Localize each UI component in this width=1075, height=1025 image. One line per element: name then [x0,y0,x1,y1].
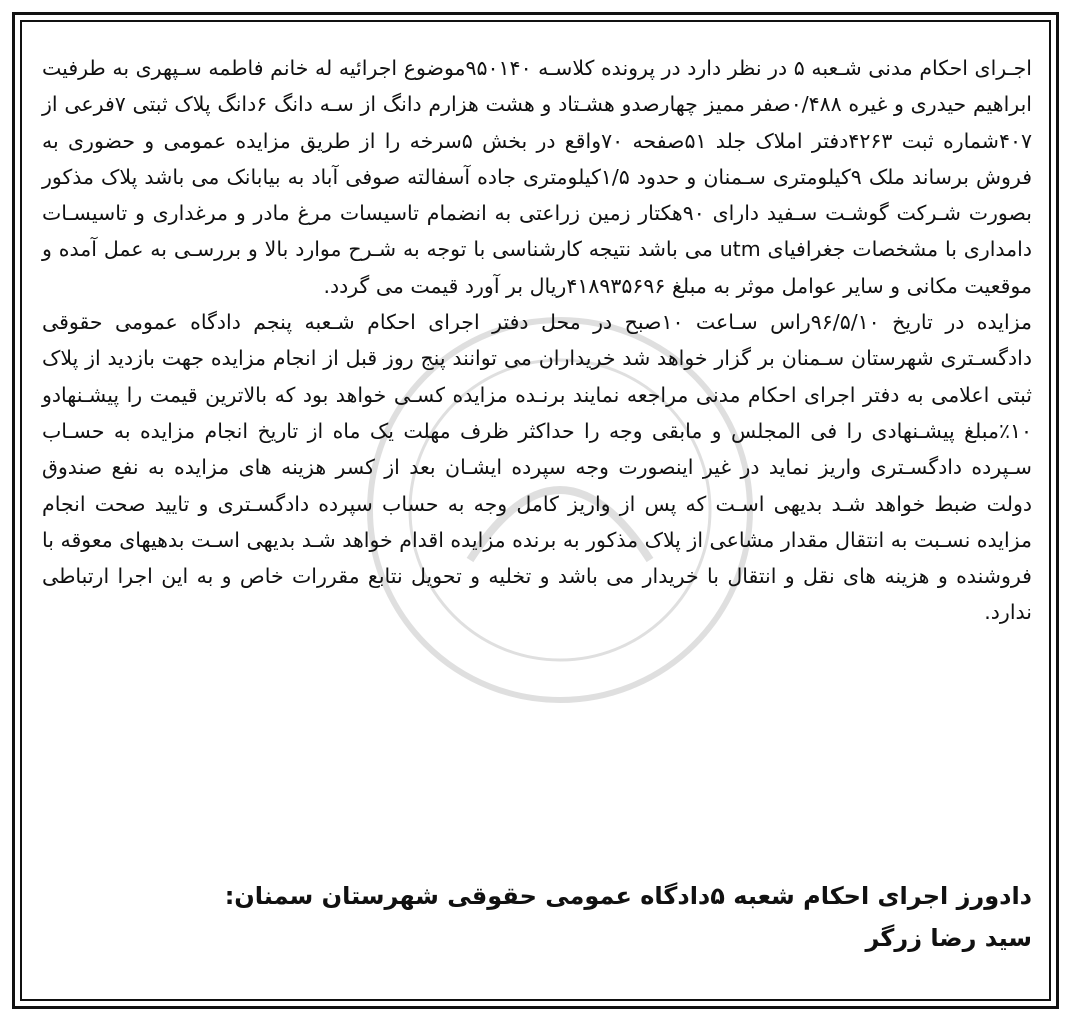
signature-name: سید رضا زرگر [865,924,1032,952]
notice-body [42,50,1032,631]
notice-paragraph-1: اجـرای احکام مدنی شـعبه ۵ در نظر دارد در پرونده کلاسـه ۹۵۰۱۴۰موضوع اجرائیه له خانم فاطمه سـپهری به طرفیت ابراهیم حیدری و غیره ۰/۴۸۸صفر ممیز چهارصدو هشـتاد و هشت هزارم دانگ از سـه دانگ ۶دانگ پلاک ثبتی ۷فرعی از ۴۰۷شماره ثبت ۴۲۶۳دفتر املاک جلد ۵۱صفحه ۷۰واقع در بخش ۵سرخه را از طریق مزایده عمومی و حضوری به فروش برساند ملک ۹کیلومتری سـمنان و حدود ۱/۵کیلومتری جاده آسفالته صوفی آباد به بیابانک می باشد پلاک مذکور بصورت شـرکت گوشـت سـفید دارای ۹۰هکتار زمین زراعتی به انضمام تاسیسات مرغ مادر و مرغداری و تاسیسـات دامداری با مشخصات جغرافیای utm می باشد نتیجه کارشناسی با توجه به شـرح موارد بالا و بررسـی به عمل آمده و موقعیت مکانی و سایر عوامل موثر به مبلغ ۴۱۸۹۳۵۶۹۶ریال بر آورد قیمت می گردد. [42,56,1033,298]
signature-title: دادورز اجرای احکام شعبه ۵دادگاه عمومی حقوقی شهرستان سمنان: [224,882,1032,910]
signature-block [42,875,1032,959]
notice-paragraph-2: مزایده در تاریخ ۹۶/۵/۱۰راس سـاعت ۱۰صبح در محل دفتر اجرای احکام شـعبه پنجم دادگاه عمومی حقوقی دادگسـتری شهرستان سـمنان بر گزار خواهد شد خریداران می توانند پنج روز قبل از انجام مزایده جهت بازدید از پلاک ثبتی اعلامی به دفتر اجرای احکام مدنی مراجعه نمایند برنـده مزایده کسـی خواهد بود که بالاترین قیمت را پیشـنهادو ۱۰٪مبلغ پیشـنهادی را فی المجلس و مابقی وجه را حداکثر ظرف مهلت یک ماه از تاریخ انجام مزایده به حسـاب سـپرده دادگسـتری واریز نماید در غیر اینصورت وجه سپرده ایشـان بعد از کسر هزینه های مزایده به نفع صندوق دولت ضبط خواهد شـد بدیهی اسـت که پس از واریز کامل وجه به حساب سپرده دادگسـتری و تایید صحت انجام مزایده نسـبت به انتقال مقدار مشاعی از پلاک مذکور به برنده مزایده اقدام خواهد شـد بدیهی اسـت بدهیهای معوقه با فروشنده و هزینه های نقل و انتقال با خریدار می باشد و تخلیه و تحویل نتابع مقررات خاص و به این اجرا ارتباطی ندارد. [42,310,1032,625]
